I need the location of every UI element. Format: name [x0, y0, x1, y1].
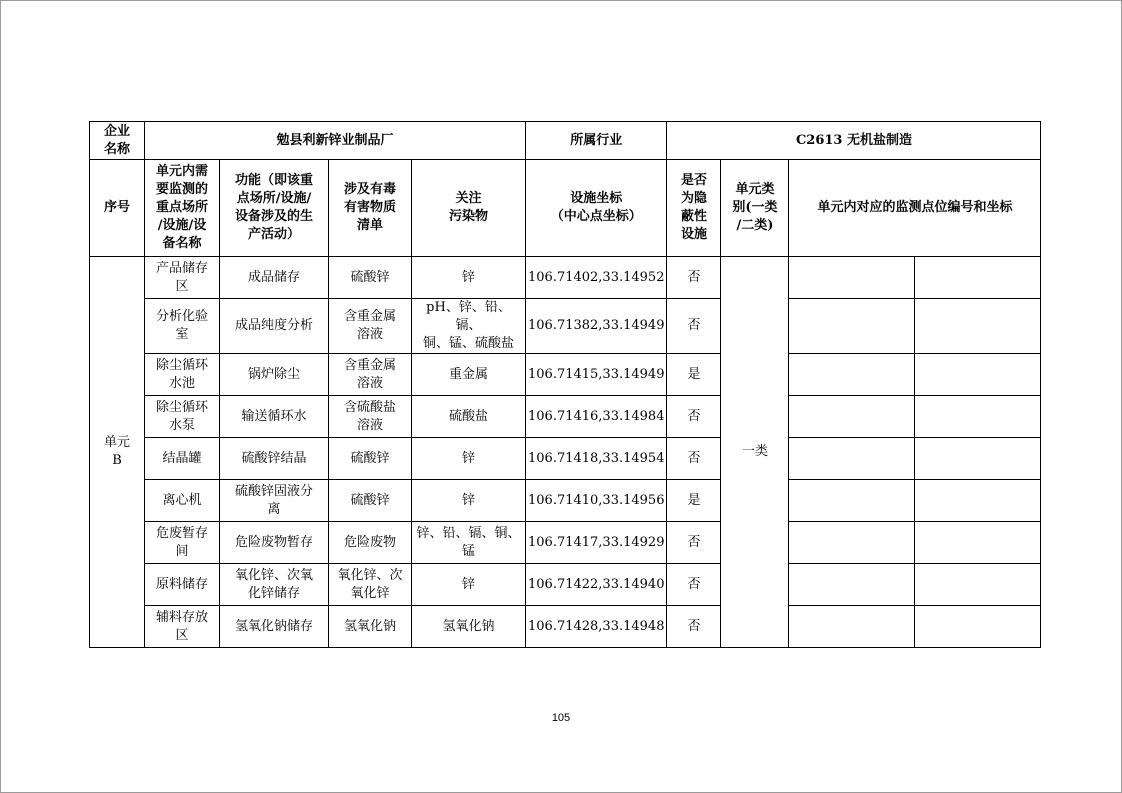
pollutant-cell: 氢氧化钠 — [412, 606, 526, 648]
pollutant-cell: 硫酸盐 — [412, 396, 526, 438]
monitoring-coord-cell — [915, 522, 1041, 564]
function-cell: 危险废物暂存 — [220, 522, 329, 564]
company-label: 企业 名称 — [90, 122, 145, 160]
function-cell: 氧化锌、次氧 化锌储存 — [220, 564, 329, 606]
site-cell: 除尘循环 水池 — [145, 354, 220, 396]
table-row — [90, 299, 1041, 354]
col-coordinates: 设施坐标 （中心点坐标） — [526, 160, 667, 257]
site-cell: 离心机 — [145, 480, 220, 522]
col-hazardous: 涉及有毒 有害物质 清单 — [329, 160, 412, 257]
hidden-cell: 是 — [667, 354, 721, 396]
page-number: 105 — [551, 712, 571, 724]
hazardous-cell: 含重金属 溶液 — [329, 299, 412, 354]
unit-name-cell: 单元 B — [90, 257, 145, 648]
site-cell: 分析化验 室 — [145, 299, 220, 354]
hazardous-cell: 氧化锌、次 氧化锌 — [329, 564, 412, 606]
site-cell: 结晶罐 — [145, 438, 220, 480]
hidden-cell: 否 — [667, 522, 721, 564]
function-cell: 成品储存 — [220, 257, 329, 299]
hazardous-cell: 氢氧化钠 — [329, 606, 412, 648]
monitoring-coord-cell — [915, 354, 1041, 396]
monitoring-point-cell — [789, 354, 915, 396]
site-cell: 危废暂存 间 — [145, 522, 220, 564]
site-cell: 原料储存 — [145, 564, 220, 606]
monitoring-point-cell — [789, 480, 915, 522]
table-row — [90, 396, 1041, 438]
hazardous-cell: 危险废物 — [329, 522, 412, 564]
hidden-cell: 否 — [667, 564, 721, 606]
table-row — [90, 564, 1041, 606]
monitoring-point-cell — [789, 522, 915, 564]
coordinate-cell: 106.71418,33.14954 — [526, 438, 667, 480]
hidden-cell: 否 — [667, 606, 721, 648]
function-cell: 成品纯度分析 — [220, 299, 329, 354]
monitoring-point-cell — [789, 564, 915, 606]
coordinate-cell: 106.71417,33.14929 — [526, 522, 667, 564]
hidden-cell: 是 — [667, 480, 721, 522]
hazardous-cell: 含重金属 溶液 — [329, 354, 412, 396]
hazardous-cell: 硫酸锌 — [329, 257, 412, 299]
monitoring-point-cell — [789, 396, 915, 438]
hidden-cell: 否 — [667, 396, 721, 438]
col-function: 功能（即该重 点场所/设施/ 设备涉及的生 产活动） — [220, 160, 329, 257]
coordinate-cell: 106.71410,33.14956 — [526, 480, 667, 522]
col-pollutant: 关注 污染物 — [412, 160, 526, 257]
function-cell: 硫酸锌固液分 离 — [220, 480, 329, 522]
coordinate-cell: 106.71416,33.14984 — [526, 396, 667, 438]
header-row-columns — [90, 160, 1041, 257]
monitoring-point-cell — [789, 606, 915, 648]
unit-class-cell: 一类 — [721, 257, 789, 648]
col-seq: 序号 — [90, 160, 145, 257]
coordinate-cell: 106.71402,33.14952 — [526, 257, 667, 299]
table-row — [90, 522, 1041, 564]
site-cell: 辅料存放 区 — [145, 606, 220, 648]
pollutant-cell: pH、锌、铅、镉、 铜、锰、硫酸盐 — [412, 299, 526, 354]
coordinate-cell: 106.71382,33.14949 — [526, 299, 667, 354]
site-cell: 除尘循环 水泵 — [145, 396, 220, 438]
monitoring-point-cell — [789, 438, 915, 480]
monitoring-coord-cell — [915, 396, 1041, 438]
pollutant-cell: 锌 — [412, 564, 526, 606]
monitoring-coord-cell — [915, 480, 1041, 522]
industry-label: 所属行业 — [526, 122, 667, 160]
hidden-cell: 否 — [667, 257, 721, 299]
monitoring-point-cell — [789, 257, 915, 299]
function-cell: 锅炉除尘 — [220, 354, 329, 396]
monitoring-coord-cell — [915, 299, 1041, 354]
col-site: 单元内需 要监测的 重点场所 /设施/设 备名称 — [145, 160, 220, 257]
monitoring-point-cell — [789, 299, 915, 354]
col-unit-class: 单元类 别(一类 /二类) — [721, 160, 789, 257]
table-row — [90, 354, 1041, 396]
monitoring-coord-cell — [915, 606, 1041, 648]
hidden-cell: 否 — [667, 299, 721, 354]
hazardous-cell: 含硫酸盐 溶液 — [329, 396, 412, 438]
hazardous-cell: 硫酸锌 — [329, 438, 412, 480]
col-monitoring: 单元内对应的监测点位编号和坐标 — [789, 160, 1041, 257]
table-row — [90, 606, 1041, 648]
site-cell: 产品储存 区 — [145, 257, 220, 299]
table-row — [90, 480, 1041, 522]
monitoring-table — [89, 121, 1041, 648]
function-cell: 硫酸锌结晶 — [220, 438, 329, 480]
coordinate-cell: 106.71428,33.14948 — [526, 606, 667, 648]
col-hidden: 是否 为隐 蔽性 设施 — [667, 160, 721, 257]
monitoring-coord-cell — [915, 564, 1041, 606]
company-name: 勉县利新锌业制品厂 — [145, 122, 526, 160]
hazardous-cell: 硫酸锌 — [329, 480, 412, 522]
pollutant-cell: 锌 — [412, 257, 526, 299]
coordinate-cell: 106.71415,33.14949 — [526, 354, 667, 396]
function-cell: 氢氧化钠储存 — [220, 606, 329, 648]
pollutant-cell: 锌 — [412, 438, 526, 480]
header-row-company — [90, 122, 1041, 160]
monitoring-coord-cell — [915, 438, 1041, 480]
function-cell: 输送循环水 — [220, 396, 329, 438]
industry-value: C2613 无机盐制造 — [667, 122, 1041, 160]
pollutant-cell: 重金属 — [412, 354, 526, 396]
pollutant-cell: 锌、铅、镉、铜、 锰 — [412, 522, 526, 564]
monitoring-coord-cell — [915, 257, 1041, 299]
pollutant-cell: 锌 — [412, 480, 526, 522]
table-row — [90, 257, 1041, 299]
coordinate-cell: 106.71422,33.14940 — [526, 564, 667, 606]
table-row — [90, 438, 1041, 480]
hidden-cell: 否 — [667, 438, 721, 480]
